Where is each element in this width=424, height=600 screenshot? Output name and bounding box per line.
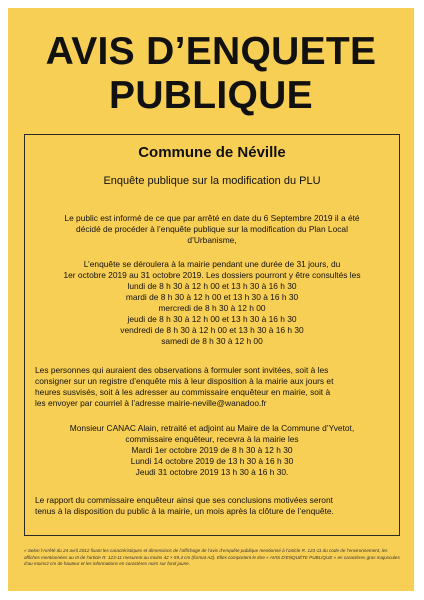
schedule-line: samedi de 8 h 30 à 12 h 00 xyxy=(161,336,263,346)
schedule-line: lundi de 8 h 30 à 12 h 00 et 13 h 30 à 16 h 30 xyxy=(127,281,297,291)
commune-name: Commune de Néville xyxy=(138,144,286,161)
notice-frame xyxy=(24,134,400,536)
text-line: Le public est informé de ce que par arrêté en date du 6 Septembre 2019 il a été xyxy=(64,213,360,223)
text-line: consigner sur un registre d’enquête mis à leur disposition à la mairie aux jours et xyxy=(35,376,334,386)
intro-paragraph xyxy=(35,213,389,246)
text-line: les envoyer par courriel à l’adresse mairie-neville@wanadoo.fr xyxy=(35,398,267,408)
permanence-line: Jeudi 31 octobre 2019 13 h 30 à 16 h 30. xyxy=(135,467,289,477)
text-line: 1er octobre 2019 au 31 octobre 2019. Les dossiers pourront y être consultés les xyxy=(63,270,361,280)
schedule-line: mardi de 8 h 30 à 12 h 00 et 13 h 30 à 16 h 30 xyxy=(125,292,299,302)
permanence-line: Mardi 1er octobre 2019 de 8 h 30 à 12 h 30 xyxy=(131,445,293,455)
text-line: heures susvisés, soit à les adresser au commissaire enquêteur en mairie, soit à xyxy=(35,387,331,397)
duration-paragraph xyxy=(35,259,389,347)
text-line: Le rapport du commissaire enquêteur ainsi que ses conclusions motivées seront xyxy=(35,495,333,505)
notice-subject: Enquête publique sur la modification du PLU xyxy=(103,175,321,187)
legal-footnote: « Selon l’Arrêté du 24 avril 2012 fixant les caractéristiques et dimensions de l’affichage de l’avis d’enquête publique mentionné à l’article R. 123-11 du code de l’environnement, les affiches mentionnées au III de l’article R. 123-11 mesurent au moins 42 × 59,4 cm (format A2). Elles comportent le titre « AVIS D’ENQUÊTE PUBLIQUE » en caractères gras majuscules d’au moins2 cm de hauteur et les informations en caractères noirs sur fond jaune. xyxy=(24,548,400,567)
text-line: d’Urbanisme, xyxy=(187,235,237,245)
observations-paragraph xyxy=(35,365,389,409)
report-paragraph xyxy=(35,495,389,517)
notice-title xyxy=(8,30,414,118)
text-line: L’enquête se déroulera à la mairie pendant une durée de 31 jours, du xyxy=(83,259,341,269)
text-line: tenus à la disposition du public à la mairie, un mois après la clôture de l’enquête. xyxy=(35,506,334,516)
title-line: PUBLIQUE xyxy=(109,74,313,117)
schedule-line: jeudi de 8 h 30 à 12 h 00 et 13 h 30 à 16 h 30 xyxy=(127,314,297,324)
text-line: Monsieur CANAC Alain, retraité et adjoint au Maire de la Commune d’Yvetot, xyxy=(69,423,355,433)
text-line: décidé de procéder à l’enquête publique sur la modification du Plan Local xyxy=(76,224,348,234)
commissioner-paragraph xyxy=(35,423,389,478)
schedule-line: mercredi de 8 h 30 à 12 h 00 xyxy=(158,303,266,313)
text-line: Les personnes qui auraient des observations à formuler sont invitées, soit à les xyxy=(35,365,329,375)
permanence-line: Lundi 14 octobre 2019 de 13 h 30 à 16 h 30 xyxy=(130,456,294,466)
schedule-line: vendredi de 8 h 30 à 12 h 00 et 13 h 30 à 16 h 30 xyxy=(120,325,304,335)
title-line: AVIS D’ENQUETE xyxy=(45,30,377,73)
text-line: commissaire enquêteur, recevra à la mairie les xyxy=(125,434,299,444)
notice-poster xyxy=(8,8,414,591)
